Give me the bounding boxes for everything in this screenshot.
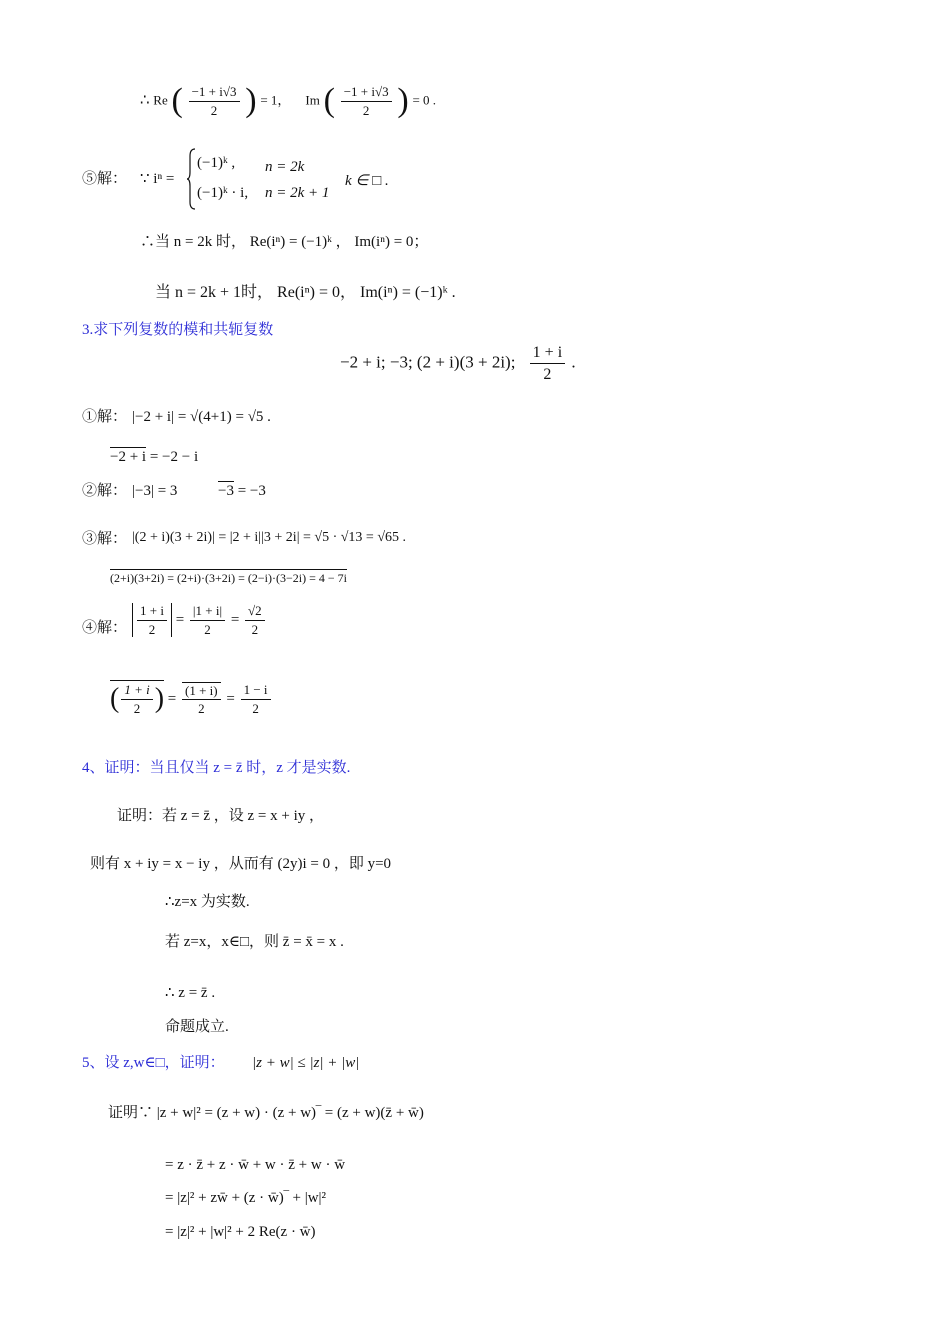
q4-proof-5: ∴ z = z̄ . [165, 985, 216, 1001]
a2-conjugate: −3 = −3 [218, 483, 266, 499]
fraction: $\frac{(1 + i)}{2}$ [182, 682, 221, 717]
a4-modulus: $\frac{1 + i}{2}$ = $\frac{|1 + i|}{2}$ = $\frac{√2}{2}$ [132, 603, 267, 637]
a3-conjugate: (2+i)(3+2i) = (2+i)·(3+2i) = (2−i)·(3−2i) = 4 − 7i [110, 571, 347, 585]
fraction: $\frac{1 - i}{2}$ [241, 682, 271, 716]
q5-proof-2: = z · z̄ + z · w̄ + w · z̄ + w · w̄ [165, 1157, 346, 1173]
q4-proof-4: 若 z=x，x∈□，则 z̄ = x̄ = x . [165, 934, 344, 950]
q5-proof-4: = |z|² + |w|² + 2 Re(z · w̄) [165, 1224, 316, 1240]
fraction: $\frac{1 + i}{2}$ [121, 682, 152, 716]
s5-line3: 当 n = 2k + 1时， Re(iⁿ) = 0， Im(iⁿ) = (−1)ᵏ . [155, 284, 456, 301]
q4-proof-2: 则有 x + iy = x − iy ，从而有 (2y)i = 0 ，即 y=0 [90, 856, 392, 872]
q4-title: 4、证明：当且仅当 z = z̄ 时，z 才是实数. [82, 760, 351, 776]
q5-proof-3: = |z|² + zw̄ + (z · w̄)‾ + |w|² [165, 1190, 327, 1206]
a1-conjugate: −2 + i = −2 − i [110, 449, 199, 465]
q3-title: 3.求下列复数的模和共轭复数 [82, 322, 274, 338]
fraction: $\frac{-1 + i√3}{2}$ [189, 84, 240, 118]
a1-label: ①解： [82, 409, 128, 425]
a2-label: ②解： [82, 483, 128, 499]
fraction: $\frac{1 + i}{2}$ [530, 343, 565, 384]
a4-label: ④解： [82, 620, 128, 636]
a2-modulus: |−3| = 3 [132, 483, 178, 499]
s5-label: ⑤解： [82, 171, 128, 187]
fraction: $\frac{|1 + i|}{2}$ [190, 603, 225, 637]
a3-modulus: |(2 + i)(3 + 2i)| = |2 + i||3 + 2i| = √5 · √13 = √65 . [132, 530, 407, 545]
s5-line2: ∴当 n = 2k 时， Re(iⁿ) = (−1)ᵏ ， Im(iⁿ) = 0； [140, 234, 429, 250]
q5-title: 5、设 z,w∈□，证明： [82, 1055, 225, 1071]
q4-proof-6: 命题成立. [165, 1019, 229, 1035]
fraction: $\frac{1 + i}{2}$ [137, 603, 167, 637]
a1-modulus: |−2 + i| = √(4+1) = √5 . [132, 409, 271, 425]
left-brace-icon [187, 148, 197, 210]
q5-proof-1: 证明∵ |z + w|² = (z + w) · (z + w)‾ = (z + w)(z̄ + w̄) [108, 1105, 424, 1121]
s5-k-domain: k ∈ □ . [345, 173, 389, 189]
q4-proof-3: ∴z=x 为实数. [165, 894, 250, 910]
q5-inequality: |z + w| ≤ |z| + |w| [252, 1055, 360, 1071]
q4-proof-1: 证明：若 z = z̄ ，设 z = x + iy ， [117, 808, 325, 824]
a3-label: ③解： [82, 531, 128, 547]
line-re-im: ∴ Re ( $\frac{-1 + i√3}{2}$ ) = 1， Im ( $\frac{-1 + i√3}{2}$ ) = 0 . [140, 82, 437, 120]
fraction: $\frac{-1 + i√3}{2}$ [341, 84, 392, 118]
s5-because: ∵ iⁿ = [140, 171, 175, 187]
a4-conjugate: ( $\frac{1 + i}{2}$ ) = $\frac{(1 + i)}{2}$ = $\frac{1 - i}{2}$ [110, 680, 273, 717]
q3-list: −2 + i; −3; (2 + i)(3 + 2i); $\frac{1 + i}{2}$ . [340, 344, 576, 384]
fraction: $\frac{√2}{2}$ [245, 603, 265, 637]
